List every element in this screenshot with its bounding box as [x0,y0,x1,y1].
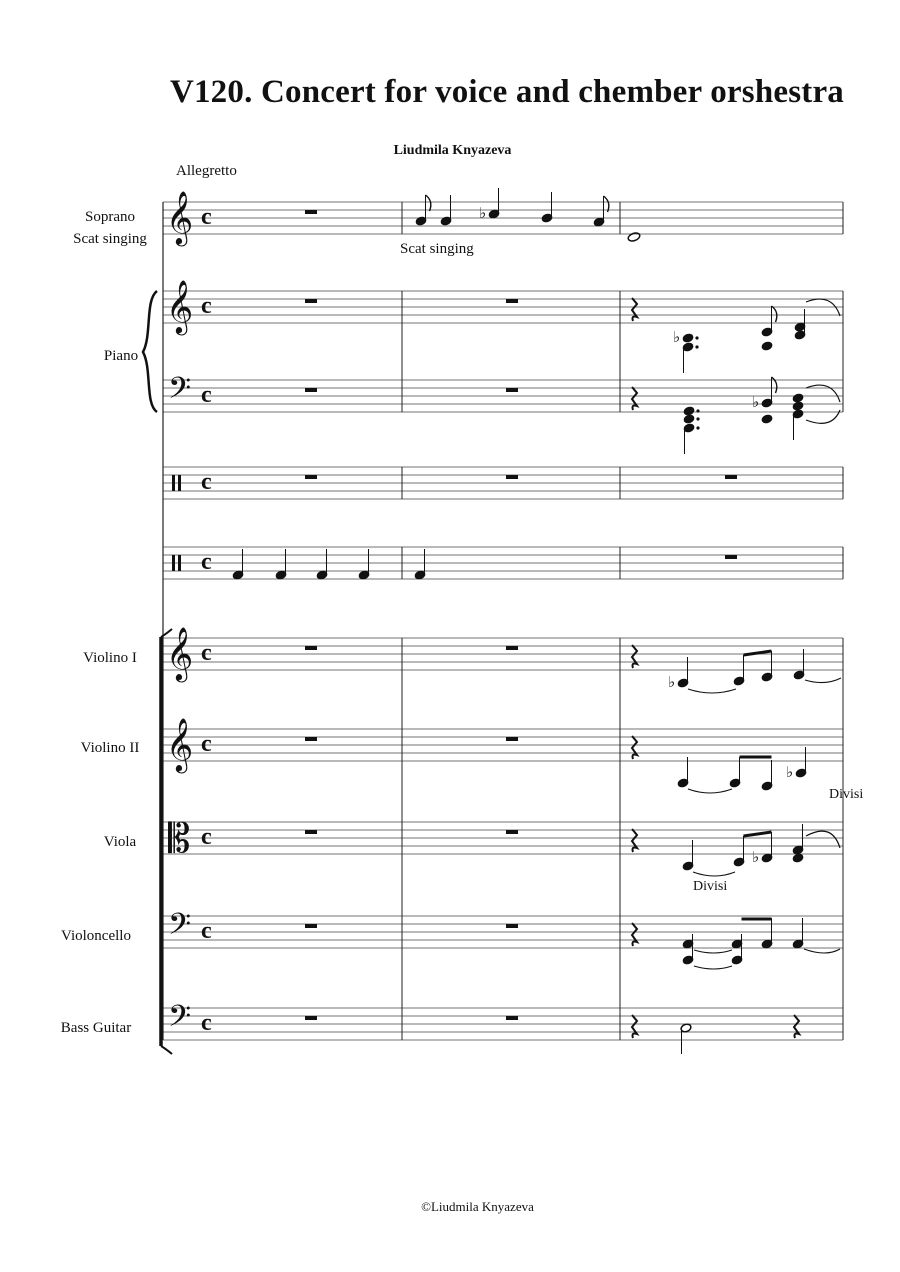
tie [694,966,732,969]
whole-rest [506,1016,518,1020]
staff-percussion-1 [163,467,843,499]
flat-sign: ♭ [668,673,676,691]
violin1-note [733,655,745,686]
piano-rh-chord [761,341,773,351]
quarter-rest [632,736,637,759]
whole-rest [725,475,737,479]
time-signature: c [201,824,212,850]
percussion-clef-bar [178,475,181,491]
bass-guitar-half-note [680,1023,692,1054]
tie [688,689,736,693]
whole-rest [305,388,317,392]
viola-note [752,832,773,866]
treble-clef: 𝄞 [166,626,194,680]
percussion-note [275,549,287,580]
dot [695,345,698,348]
alto-clef: 𝄡 [168,816,191,862]
treble-clef: 𝄞 [166,717,194,771]
tie [694,950,732,953]
quarter-rest [794,1015,799,1038]
treble-clef: 𝄞 [166,279,194,333]
beam [744,832,772,836]
tie [693,872,735,876]
tie [806,299,840,316]
percussion-note [316,549,328,580]
whole-rest [305,210,317,214]
instrument-label-piano: Piano [103,348,139,364]
violin1-note [761,651,773,682]
tie [805,678,841,683]
time-signature: c [201,382,212,408]
whole-rest [506,299,518,303]
quarter-rest [632,298,637,321]
time-signature: c [201,469,212,495]
piano-lh-chord [683,423,700,454]
dot [696,417,699,420]
whole-rest [506,646,518,650]
whole-rest [305,475,317,479]
cello-note [761,918,773,949]
instrument-label-violino-2: Violino II [80,740,140,756]
time-signature: c [201,549,212,575]
whole-rest [506,475,518,479]
percussion-clef-bar [172,475,175,491]
instrument-label-violino-1: Violino I [83,650,137,666]
staff-soprano [163,202,843,234]
annotation-scat-singing: Scat singing [400,241,474,257]
whole-rest [305,299,317,303]
staff-piano-lh [163,380,843,412]
composer-name: Liudmila Knyazeva [393,143,512,158]
viola-note [733,836,745,867]
score-title: V120. Concert for voice and chember orshestra [169,74,844,110]
annotation-divisi-violin-2: Divisi [829,787,864,802]
whole-rest [305,1016,317,1020]
quarter-rest [632,923,637,946]
piano-rh-chord [673,328,699,346]
quarter-rest [632,829,637,852]
flat-sign: ♭ [752,848,760,866]
viola-note [792,824,804,855]
staff-viola [163,822,843,854]
cello-note [792,918,804,949]
piano-rh-chord [761,306,777,337]
piano-lh-chord [683,406,700,416]
bass-clef: 𝄢 [168,1000,192,1041]
bass-clef: 𝄢 [168,372,192,413]
annotation-divisi-viola: Divisi [693,879,728,894]
instrument-label-bass-guitar: Bass Guitar [60,1020,132,1036]
quarter-rest [632,387,637,410]
quarter-rest [632,645,637,668]
flat-sign: ♭ [673,328,681,346]
whole-rest [506,924,518,928]
instrument-label-violoncello: Violoncello [61,928,131,944]
quarter-rest [632,1015,637,1038]
soprano-whole-note [627,232,641,243]
viola-note [682,840,694,871]
piano-lh-chord [792,409,804,440]
soprano-note [593,196,609,227]
percussion-note [358,549,370,580]
whole-rest [305,830,317,834]
instrument-label-viola: Viola [103,834,137,850]
whole-rest [305,737,317,741]
piano-lh-chord [683,414,700,424]
staff-bass-guitar [163,1008,843,1040]
whole-rest [725,555,737,559]
dot [696,426,699,429]
viola-note [792,853,804,863]
copyright-footer: ©Liudmila Knyazeva [421,1199,534,1214]
piano-rh-chord [682,342,699,373]
percussion-clef-bar [172,555,175,571]
violin2-note [729,757,741,788]
piano-lh-chord [752,377,777,411]
soprano-note [440,195,452,226]
whole-rest [506,737,518,741]
cello-note [731,934,743,965]
tie [806,831,840,848]
percussion-note [414,549,426,580]
piano-brace [143,291,157,412]
whole-rest [305,646,317,650]
time-signature: c [201,293,212,319]
piano-lh-chord [792,401,804,411]
soprano-note [541,192,553,223]
tempo-marking: Allegretto [176,163,237,179]
tie [804,949,840,953]
staff-violino-1 [163,638,843,670]
time-signature: c [201,204,212,230]
soprano-note [479,188,500,222]
soprano-note [415,195,431,226]
flat-sign: ♭ [479,204,487,222]
piano-lh-chord [761,414,773,424]
violin2-note [786,747,807,781]
piano-lh-chord [792,393,804,403]
time-signature: c [201,731,212,757]
violin2-note [677,757,689,788]
tie [688,789,732,793]
flat-sign: ♭ [786,763,794,781]
cello-note [682,934,694,965]
flat-sign: ♭ [752,393,760,411]
staff-percussion-2 [163,547,843,579]
instrument-label-soprano: Soprano Scat singing [73,209,147,247]
whole-rest [305,924,317,928]
dot [695,336,698,339]
time-signature: c [201,918,212,944]
beam [744,651,772,655]
staff-piano-rh [163,291,843,323]
dot [696,409,699,412]
whole-rest [506,388,518,392]
treble-clef: 𝄞 [166,190,194,244]
bass-clef: 𝄢 [168,908,192,949]
time-signature: c [201,640,212,666]
percussion-clef-bar [178,555,181,571]
percussion-note [232,549,244,580]
bracket-hook-bottom [161,1046,172,1054]
violin2-note [761,760,773,791]
whole-rest [506,830,518,834]
time-signature: c [201,1010,212,1036]
